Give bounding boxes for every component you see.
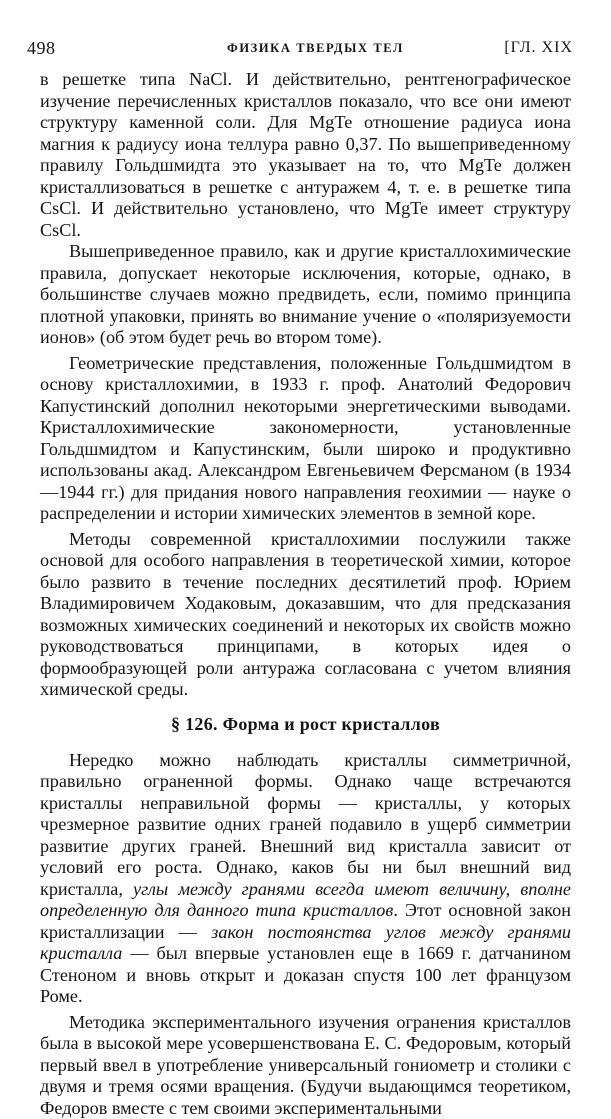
section-heading: § 126. Форма и рост кристаллов bbox=[40, 714, 571, 735]
running-title: ФИЗИКА ТВЕРДЫХ ТЕЛ bbox=[227, 41, 404, 56]
paragraph-5-text-c: — был впервые установлен еще в 1669 г. датчанином Стеноном и вновь открыт и доказан спустя 100 лет французом Роме. bbox=[40, 943, 571, 1006]
paragraph-5-italic-a: углы между гранями всегда имеют величину, вполне определенную для данного типа кристаллов bbox=[40, 879, 571, 921]
paragraph-6: Методика экспериментального изучения огранения кристаллов была в высокой мере усовершенствована Е. С. Федоровым, который первый ввел в употребление универсальный гониометр и столики с двумя и тремя осями вращения. (Будучи выдающимся теоретиком, Федоров вместе с тем своими экспериментальными bbox=[40, 1012, 571, 1119]
paragraph-5-text-a: Нередко можно наблюдать кристаллы симметричной, правильно ограненной формы. Однако чаще встречаются кристаллы неправильной формы — кристаллы, у которых чрезмерное развитие одних граней подавило в ущерб симметрии развитие других граней. Внешний вид кристалла зависит от условий его роста. Однако, каков бы ни был внешний вид кристалла, bbox=[40, 750, 571, 899]
paragraph-5 bbox=[40, 750, 571, 1008]
running-header bbox=[27, 38, 573, 60]
paragraph-3: Геометрические представления, положенные Гольдшмидтом в основу кристаллохимии, в 1933 г. проф. Анатолий Федорович Капустинский дополнил некоторыми энергетическими выводами. Кристаллохимические закономерности, установленные Гольдшмидтом и Капустинским, были широко и продуктивно использованы акад. Александром Евгеньевичем Ферсманом (в 1934—1944 гг.) для придания нового направления геохимии — науке о распределении и истории химических элементов в земной коре. bbox=[40, 353, 571, 525]
paragraph-2: Вышеприведенное правило, как и другие кристаллохимические правила, допускает некоторые исключения, которые, однако, в большинстве случаев можно предвидеть, если, помимо принципа плотной упаковки, принять во внимание учение о «поляризуемости ионов» (об этом будет речь во втором томе). bbox=[40, 241, 571, 349]
paragraph-5-text-b: . Этот основной закон кристаллизации — bbox=[40, 900, 571, 942]
paragraph-5-italic-b: закон постоянства углов между гранями кристалла bbox=[40, 922, 571, 964]
chapter-reference: [ГЛ. XIX bbox=[504, 39, 573, 57]
page-body bbox=[40, 69, 571, 1119]
paragraph-4: Методы современной кристаллохимии послужили также основой для особого направления в теоретической химии, которое было развито в течение последних десятилетий проф. Юрием Владимировичем Ходаковым, доказавшим, что для предсказания возможных химических соединений и некоторых их свойств можно руководствоваться принципами, в которых идея о формообразующей роли антуража согласована с учетом влияния химической среды. bbox=[40, 529, 571, 701]
page-number: 498 bbox=[27, 38, 56, 59]
paragraph-1: в решетке типа NaCl. И действительно, рентгенографическое изучение перечисленных кристаллов показало, что все они имеют структуру каменной соли. Для MgTe отношение радиуса иона магния к радиусу иона теллура равно 0,37. По вышеприведенному правилу Гольдшмидта это указывает на то, что MgTe должен кристаллизоваться в решетке с антуражем 4, т. е. в решетке типа CsCl. И действительно установлено, что MgTe имеет структуру CsCl. bbox=[40, 69, 571, 241]
